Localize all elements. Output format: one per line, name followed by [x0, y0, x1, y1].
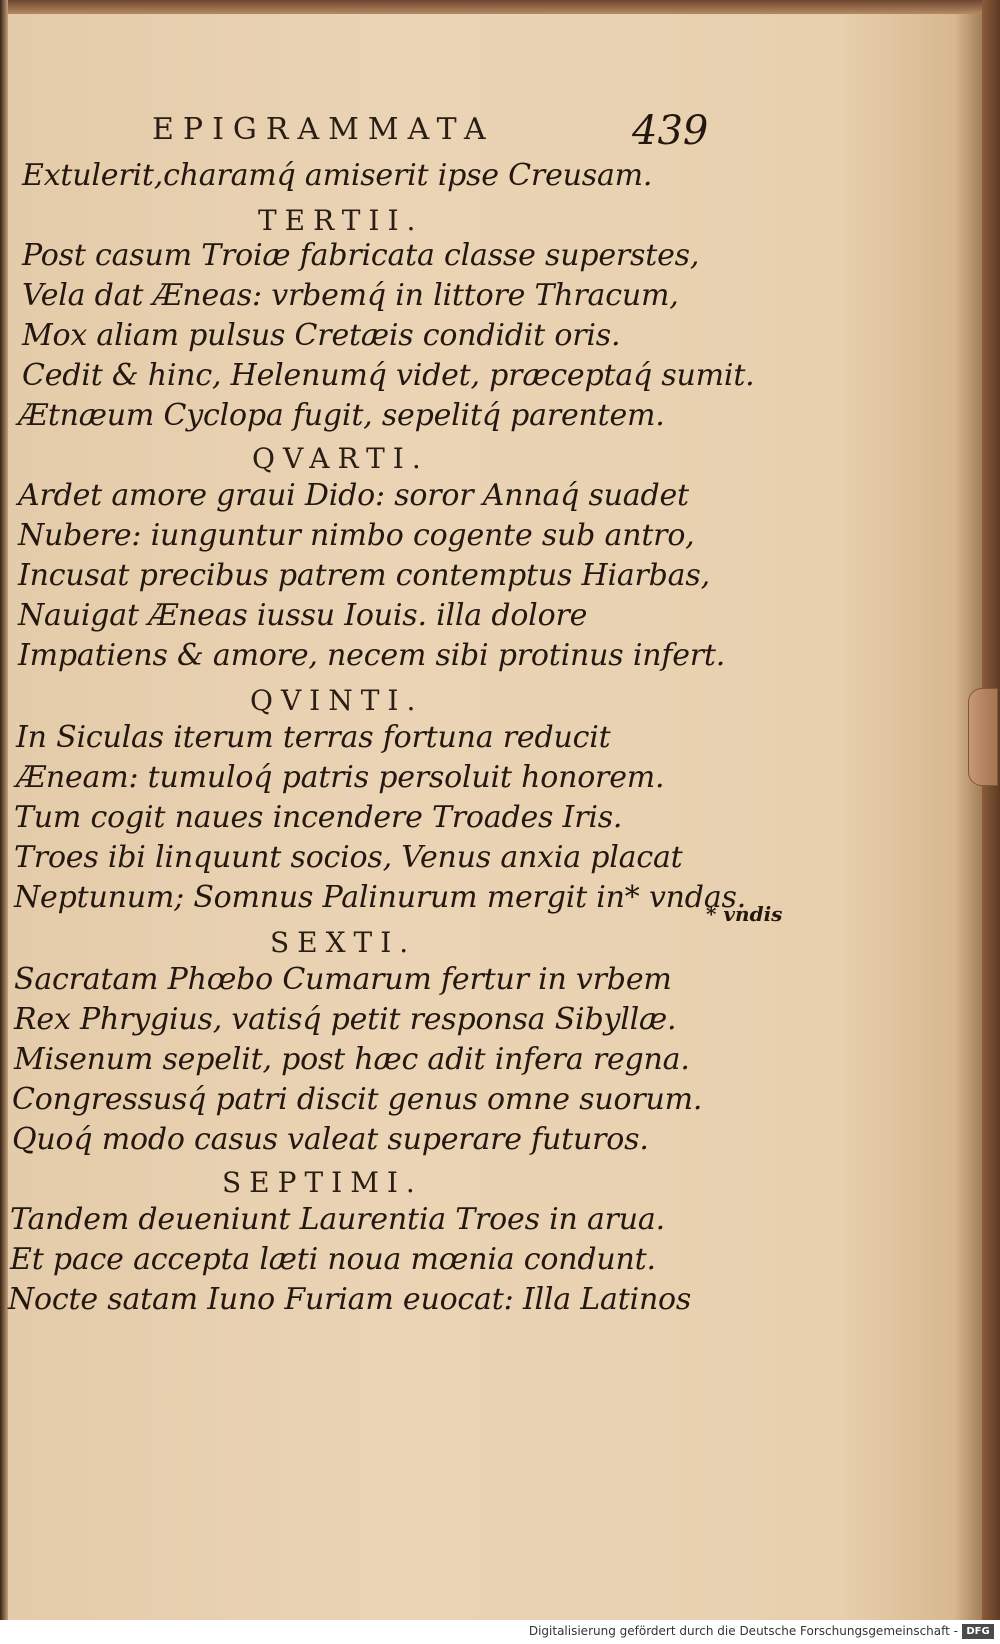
verse-line: Nubere: iunguntur nimbo cogente sub antro, — [18, 518, 695, 553]
marginal-note: * vndis — [706, 902, 783, 926]
verse-line: Vela dat Æneas: vrbemq́ in littore Thracum, — [22, 278, 679, 313]
verse-line: Misenum sepelit, post hæc adit infera regna. — [14, 1042, 690, 1077]
verse-line: Troes ibi linquunt socios, Venus anxia placat — [14, 840, 683, 875]
page-gutter-edge — [0, 0, 8, 1620]
verse-line: Neptunum; Somnus Palinurum mergit in* vndas. — [14, 880, 747, 915]
footer-bar — [0, 1620, 1000, 1644]
page-number: 439 — [632, 108, 709, 154]
page-tab-marker — [968, 688, 998, 786]
page-header — [0, 108, 984, 158]
verse-line: Extulerit,charamq́ amiserit ipse Creusam. — [22, 158, 653, 193]
book-binding-edge — [982, 0, 1000, 1620]
verse-line: Quoq́ modo casus valeat superare futuros. — [12, 1122, 649, 1157]
verse-line: Cedit & hinc, Helenumq́ videt, præceptaq́ sumit. — [22, 358, 755, 393]
verse-line: Nauigat Æneas iussu Iouis. illa dolore — [18, 598, 588, 633]
verse-line: Nocte satam Iuno Furiam euocat: Illa Latinos — [8, 1282, 692, 1317]
section-heading-tertii: TERTII. — [258, 204, 424, 237]
verse-line: Ardet amore graui Dido: soror Annaq́ suadet — [18, 478, 689, 513]
verse-line: Et pace accepta læti noua mœnia condunt. — [10, 1242, 656, 1277]
dfg-logo: DFG — [962, 1624, 994, 1639]
verse-line: Tum cogit naues incendere Troades Iris. — [14, 800, 623, 835]
verse-line: Sacratam Phœbo Cumarum fertur in vrbem — [14, 962, 672, 997]
verse-line: Congressusq́ patri discit genus omne suorum. — [12, 1082, 703, 1117]
running-title: EPIGRAMMATA — [152, 112, 495, 147]
verse-line: Impatiens & amore, necem sibi protinus infert. — [18, 638, 726, 673]
verse-line: Æneam: tumuloq́ patris persoluit honorem. — [16, 760, 665, 795]
verse-line: In Siculas iterum terras fortuna reducit — [16, 720, 611, 755]
verse-line: Ætnæum Cyclopa fugit, sepelitq́ parentem. — [18, 398, 665, 433]
page-top-edge — [0, 0, 1000, 14]
verse-line: Post casum Troiæ fabricata classe superstes, — [22, 238, 700, 273]
verse-line: Incusat precibus patrem contemptus Hiarbas, — [18, 558, 710, 593]
section-heading-quinti: QVINTI. — [250, 684, 424, 717]
verse-line: Tandem deueniunt Laurentia Troes in arua. — [10, 1202, 665, 1237]
verse-line: Rex Phrygius, vatisq́ petit responsa Sibyllæ. — [14, 1002, 677, 1037]
section-heading-sexti: SEXTI. — [270, 926, 417, 959]
verse-line: Mox aliam pulsus Cretæis condidit oris. — [22, 318, 621, 353]
section-heading-septimi: SEPTIMI. — [222, 1166, 423, 1199]
section-heading-quarti: QVARTI. — [252, 442, 429, 475]
funding-credit: Digitalisierung gefördert durch die Deutsche Forschungsgemeinschaft - — [528, 1624, 958, 1638]
